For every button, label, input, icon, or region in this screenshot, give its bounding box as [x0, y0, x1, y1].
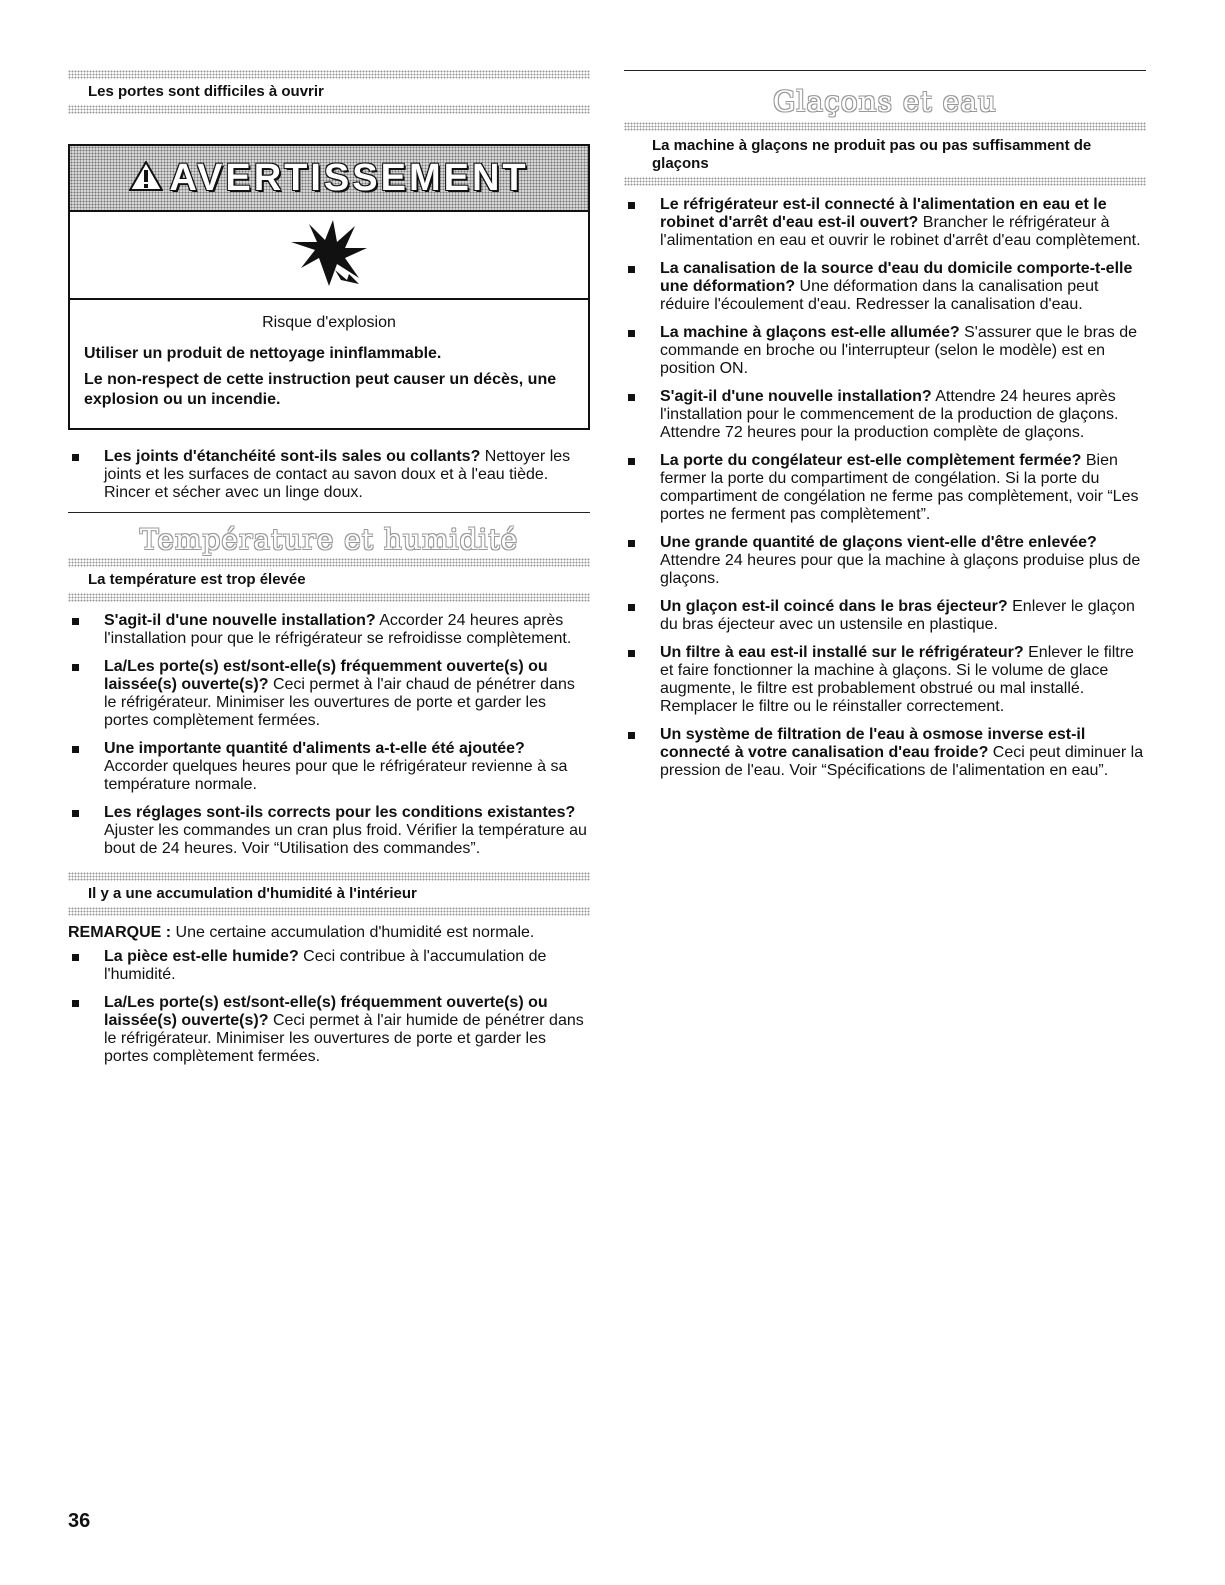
list-item: S'agit-il d'une nouvelle installation? Attendre 24 heures après l'installation pour le commencement de la production de glaçons. Attendre 72 heures pour la production complète de glaçons. [624, 388, 1146, 442]
section-rule [68, 512, 590, 513]
humid-list [68, 948, 590, 1066]
temp-heading: La température est trop élevée [88, 571, 306, 588]
temp-list [68, 612, 590, 858]
list-item: La machine à glaçons est-elle allumée? S'assurer que le bras de commande en broche ou l'interrupteur (selon le modèle) est en position ON. [624, 324, 1146, 378]
dotted-divider [68, 872, 590, 881]
list-item: La/Les porte(s) est/sont-elle(s) fréquemment ouverte(s) ou laissée(s) ouverte(s)? Ceci permet à l'air humide de pénétrer dans le réfrigérateur. Minimiser les ouvertures de porte et garder les portes complètement fermées. [68, 994, 590, 1066]
list-item: La canalisation de la source d'eau du domicile comporte-t-elle une déformation? Une déformation dans la canalisation peut réduire l'écoulement d'eau. Redresser la canalisation d'eau. [624, 260, 1146, 314]
list-item: Un glaçon est-il coincé dans le bras éjecteur? Enlever le glaçon du bras éjecteur avec un ustensile en plastique. [624, 598, 1146, 634]
warning-triangle-icon [129, 161, 163, 196]
list-item: Un système de filtration de l'eau à osmose inverse est-il connecté à votre canalisation d'eau froide? Ceci peut diminuer la pression de l'eau. Voir “Spécifications de l'alimentation en eau”. [624, 726, 1146, 780]
list-item: Les réglages sont-ils corrects pour les conditions existantes? Ajuster les commandes un cran plus froid. Vérifier la température au bout de 24 heures. Voir “Utilisation des commandes”. [68, 804, 590, 858]
ice-list [624, 196, 1146, 780]
explosion-symbol-row [70, 212, 588, 300]
doors-heading: Les portes sont difficiles à ouvrir [88, 83, 324, 100]
list-item: Une importante quantité d'aliments a-t-elle été ajoutée? Accorder quelques heures pour que le réfrigérateur revienne à sa température normale. [68, 740, 590, 794]
warning-box [68, 144, 590, 430]
dotted-divider [624, 177, 1146, 186]
warning-banner [70, 146, 588, 212]
ice-heading: La machine à glaçons ne produit pas ou pas suffisamment de glaçons [652, 137, 1092, 172]
page-number: 36 [68, 1510, 91, 1532]
list-item: La porte du congélateur est-elle complètement fermée? Bien fermer la porte du compartiment de congélation. Si la porte du compartiment de congélation ne ferme pas complètement, voir “Les portes ne ferment pas complètement”. [624, 452, 1146, 524]
list-item: La/Les porte(s) est/sont-elle(s) fréquemment ouverte(s) ou laissée(s) ouverte(s)? Ceci permet à l'air chaud de pénétrer dans le réfrigérateur. Minimiser les ouvertures de porte et garder les portes complètement fermées. [68, 658, 590, 730]
humid-heading: Il y a une accumulation d'humidité à l'intérieur [88, 885, 417, 902]
list-item: S'agit-il d'une nouvelle installation? Accorder 24 heures après l'installation pour que le réfrigérateur se refroidisse complètement. [68, 612, 590, 648]
temp-section-title: Température et humidité [139, 523, 519, 556]
doors-list [68, 448, 590, 502]
list-item: Le réfrigérateur est-il connecté à l'alimentation en eau et le robinet d'arrêt d'eau est-il ouvert? Brancher le réfrigérateur à l'alimentation en eau et ouvrir le robinet d'arrêt d'eau complètement. [624, 196, 1146, 250]
dotted-divider [68, 593, 590, 602]
list-item: Une grande quantité de glaçons vient-elle d'être enlevée? Attendre 24 heures pour que la machine à glaçons produise plus de glaçons. [624, 534, 1146, 588]
list-item: La pièce est-elle humide? Ceci contribue à l'accumulation de l'humidité. [68, 948, 590, 984]
left-column [68, 0, 590, 1076]
warning-text [70, 300, 588, 428]
list-item: Un filtre à eau est-il installé sur le réfrigérateur? Enlever le filtre et faire fonctionner la machine à glaçons. Si le volume de glace augmente, le filtre est probablement obstrué ou mal installé. Remplacer le filtre ou le réinstaller correctement. [624, 644, 1146, 716]
dotted-divider [68, 105, 590, 114]
dotted-divider [68, 70, 590, 79]
warning-line-1: Utiliser un produit de nettoyage ininflammable. [84, 345, 442, 362]
warning-line-2: Le non-respect de cette instruction peut causer un décès, une explosion ou un incendie. [84, 371, 557, 408]
dotted-divider [68, 907, 590, 916]
dotted-divider [68, 558, 590, 567]
ice-section-title: Glaçons et eau [773, 85, 997, 118]
humid-note: REMARQUE : Une certaine accumulation d'humidité est normale. [68, 924, 535, 941]
right-column [624, 0, 1146, 790]
explosion-icon [289, 218, 369, 293]
warning-risk: Risque d'explosion [262, 314, 396, 331]
list-item: Les joints d'étanchéité sont-ils sales ou collants? Nettoyer les joints et les surfaces de contact au savon doux et à l'eau tiède. Rincer et sécher avec un linge doux. [68, 448, 590, 502]
section-rule [624, 70, 1146, 71]
warning-title: AVERTISSEMENT [169, 156, 529, 199]
dotted-divider [624, 122, 1146, 131]
